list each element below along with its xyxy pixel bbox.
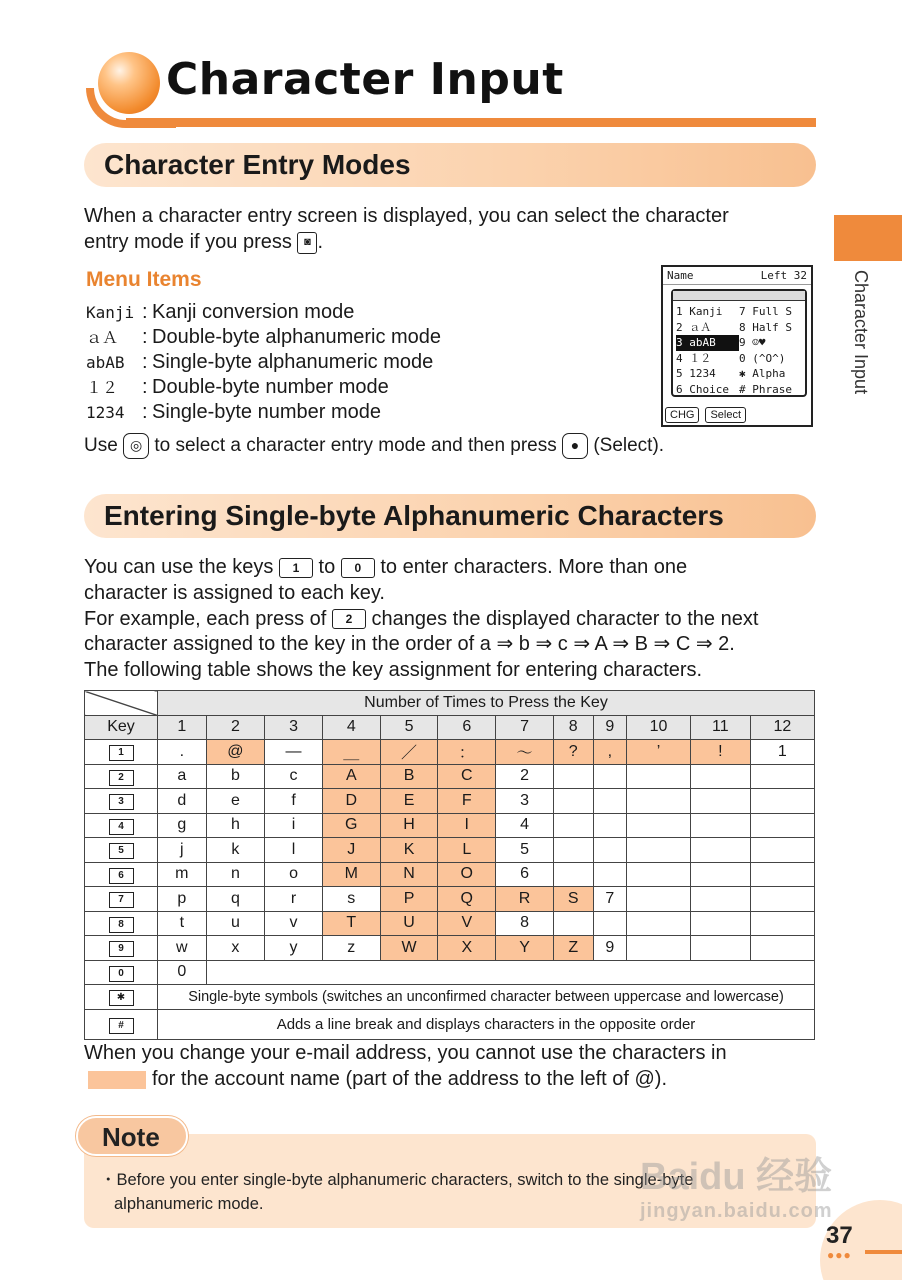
table-cell: J bbox=[322, 838, 380, 863]
select-softkey[interactable]: Select bbox=[705, 407, 746, 423]
table-cell bbox=[553, 764, 593, 789]
table-cell: M bbox=[322, 862, 380, 887]
mode-option[interactable]: ✱ Alpha bbox=[739, 367, 786, 380]
p1-line-2: character is assigned to each key. bbox=[84, 581, 385, 604]
table-cell bbox=[690, 789, 750, 814]
table-cell: — bbox=[265, 740, 323, 765]
screen-title: Name bbox=[667, 269, 694, 282]
popup-top-bar bbox=[673, 291, 805, 301]
table-cell: o bbox=[265, 862, 323, 887]
mode-option[interactable]: 1 Kanji bbox=[676, 305, 723, 318]
table-cell bbox=[593, 838, 627, 863]
key-4-icon: 4 bbox=[109, 819, 134, 835]
table-cell bbox=[627, 887, 691, 912]
table-cell: ! bbox=[690, 740, 750, 765]
table-cell: 6 bbox=[496, 862, 554, 887]
camera-key-icon: ◙ bbox=[297, 232, 317, 254]
mode-desc: Single-byte number mode bbox=[152, 401, 382, 423]
mode-menu-popup bbox=[671, 289, 807, 397]
screen-count: 32 bbox=[793, 269, 807, 282]
note-badge bbox=[76, 1116, 188, 1156]
key-column-header: Key bbox=[85, 715, 158, 740]
table-cell bbox=[593, 789, 627, 814]
count-header: 8 bbox=[553, 715, 593, 740]
table-cell bbox=[553, 789, 593, 814]
table-cell: a bbox=[158, 764, 207, 789]
table-cell bbox=[627, 838, 691, 863]
table-cell: E bbox=[380, 789, 438, 814]
table-cell: 0 bbox=[158, 960, 207, 985]
p2-text-a: For example, each press of bbox=[84, 607, 327, 630]
table-row bbox=[85, 985, 815, 1010]
p1-text-b: to bbox=[318, 556, 336, 578]
mode-option[interactable]: 6 Choice bbox=[676, 382, 729, 396]
table-cell bbox=[627, 764, 691, 789]
row-key-cell bbox=[85, 740, 158, 765]
table-cell bbox=[750, 887, 814, 912]
table-cell: x bbox=[206, 936, 265, 961]
table-cell: Z bbox=[553, 936, 593, 961]
table-cell bbox=[750, 764, 814, 789]
key-0-icon: 0 bbox=[341, 558, 375, 578]
section-title: Entering Single-byte Alphanumeric Characters bbox=[104, 500, 724, 531]
table-cell: @ bbox=[206, 740, 265, 765]
section-title: Character Entry Modes bbox=[104, 149, 411, 180]
side-tab bbox=[834, 215, 902, 261]
mode-desc: Double-byte number mode bbox=[152, 376, 389, 398]
table-cell bbox=[627, 813, 691, 838]
key-9-icon: 9 bbox=[109, 941, 134, 957]
table-cell: ： bbox=[438, 740, 496, 765]
count-header: 12 bbox=[750, 715, 814, 740]
mode-options-grid bbox=[673, 301, 805, 400]
row-key-cell bbox=[85, 1009, 158, 1039]
note-badge-label: Note bbox=[102, 1122, 160, 1152]
table-cell bbox=[750, 911, 814, 936]
intro-paragraph bbox=[84, 203, 729, 255]
table-cell: h bbox=[206, 813, 265, 838]
p2-line-2: character assigned to the key in the order of a ⇒ b ⇒ c ⇒ A ⇒ B ⇒ C ⇒ 2. bbox=[84, 633, 735, 656]
table-cell bbox=[690, 813, 750, 838]
row-key-cell bbox=[85, 936, 158, 961]
use-instruction bbox=[84, 433, 664, 459]
table-cell: f bbox=[265, 789, 323, 814]
intro-text: entry mode if you press bbox=[84, 231, 292, 253]
orange-ball-icon bbox=[98, 52, 160, 114]
table-cell bbox=[690, 862, 750, 887]
table-cell bbox=[627, 911, 691, 936]
table-cell bbox=[593, 862, 627, 887]
table-cell: A bbox=[322, 764, 380, 789]
table-cell: ’ bbox=[627, 740, 691, 765]
mode-option-selected[interactable]: 3 abAB bbox=[676, 335, 739, 351]
table-cell bbox=[627, 936, 691, 961]
table-cell: B bbox=[380, 764, 438, 789]
count-header: 9 bbox=[593, 715, 627, 740]
p2-text-b: changes the displayed character to the next bbox=[371, 607, 759, 630]
count-header: 11 bbox=[690, 715, 750, 740]
mode-option[interactable]: 0 (^O^) bbox=[739, 351, 786, 365]
count-header: 3 bbox=[265, 715, 323, 740]
key-1-icon: 1 bbox=[279, 558, 313, 578]
mode-option[interactable]: 2 ａＡ bbox=[676, 320, 712, 334]
count-header: 4 bbox=[322, 715, 380, 740]
mode-code: abAB bbox=[86, 353, 125, 372]
table-cell: 7 bbox=[593, 887, 627, 912]
table-cell: v bbox=[265, 911, 323, 936]
table-cell bbox=[690, 936, 750, 961]
table-cell bbox=[750, 936, 814, 961]
p2-line bbox=[84, 607, 758, 633]
mode-option[interactable]: 7 Full S bbox=[739, 305, 792, 318]
count-header: 5 bbox=[380, 715, 438, 740]
count-header: 6 bbox=[438, 715, 496, 740]
key-assignment-table bbox=[84, 690, 815, 1040]
table-cell bbox=[750, 862, 814, 887]
key-6-icon: 6 bbox=[109, 868, 134, 884]
p1-text-c: to enter characters. More than one bbox=[380, 556, 688, 578]
table-cell: d bbox=[158, 789, 207, 814]
row-key-cell bbox=[85, 960, 158, 985]
table-cell: O bbox=[438, 862, 496, 887]
note-line-2: alphanumeric mode. bbox=[114, 1195, 264, 1213]
title-underline bbox=[126, 118, 816, 127]
row-key-cell bbox=[85, 911, 158, 936]
table-row bbox=[85, 1009, 815, 1039]
count-header: 10 bbox=[627, 715, 691, 740]
mode-desc: Single-byte alphanumeric mode bbox=[152, 351, 434, 373]
table-row bbox=[85, 813, 815, 838]
p1-text-a: You can use the keys bbox=[84, 556, 274, 578]
highlight-swatch bbox=[88, 1071, 146, 1089]
section-header-entry-modes bbox=[84, 143, 816, 187]
restriction-line-2 bbox=[84, 1066, 727, 1092]
mode-option[interactable]: 8 Half S bbox=[739, 320, 792, 334]
key-1-icon: 1 bbox=[109, 745, 134, 761]
table-row bbox=[85, 740, 815, 765]
page-header bbox=[86, 40, 816, 130]
table-cell bbox=[750, 813, 814, 838]
list-item: Kanji : Kanji conversion mode bbox=[86, 301, 355, 323]
p3-line: The following table shows the key assignment for entering characters. bbox=[84, 659, 703, 682]
intro-line-1: When a character entry screen is displayed, you can select the character bbox=[84, 205, 729, 227]
key-2-icon: 2 bbox=[109, 770, 134, 786]
table-cell bbox=[553, 838, 593, 863]
mode-option[interactable]: 4 １２ bbox=[676, 351, 712, 365]
screen-left-label: Left bbox=[760, 269, 788, 282]
table-cell: C bbox=[438, 764, 496, 789]
row-key-cell bbox=[85, 838, 158, 863]
restriction-text: for the account name (part of the address to the left of @). bbox=[152, 1068, 668, 1090]
table-cell: 3 bbox=[496, 789, 554, 814]
table-cell: y bbox=[265, 936, 323, 961]
screen-title-bar bbox=[663, 267, 811, 285]
table-cell bbox=[593, 911, 627, 936]
table-cell: e bbox=[206, 789, 265, 814]
table-cell: K bbox=[380, 838, 438, 863]
table-cell: 1 bbox=[750, 740, 814, 765]
table-cell: p bbox=[158, 887, 207, 912]
table-cell: l bbox=[265, 838, 323, 863]
table-cell: t bbox=[158, 911, 207, 936]
use-text-b: to select a character entry mode and then press bbox=[154, 435, 557, 457]
key-7-icon: 7 bbox=[109, 892, 134, 908]
table-cell: 4 bbox=[496, 813, 554, 838]
page-title: Character Input bbox=[166, 54, 564, 105]
table-cell: ? bbox=[553, 740, 593, 765]
key-2-icon: 2 bbox=[332, 609, 366, 629]
mode-code: ａＡ bbox=[86, 328, 119, 347]
table-cell: z bbox=[322, 936, 380, 961]
multi-key-icon: ◎ bbox=[123, 433, 149, 459]
table-cell: T bbox=[322, 911, 380, 936]
restriction-paragraph bbox=[84, 1040, 727, 1092]
table-cell: q bbox=[206, 887, 265, 912]
table-cell: ／ bbox=[380, 740, 438, 765]
menu-items-heading: Menu Items bbox=[86, 268, 202, 291]
mode-desc: Kanji conversion mode bbox=[152, 301, 355, 323]
key-8-icon: 8 bbox=[109, 917, 134, 933]
table-group-header: Number of Times to Press the Key bbox=[158, 691, 815, 716]
watermark-line-1: Baidu 经验 bbox=[640, 1156, 833, 1198]
table-cell: g bbox=[158, 813, 207, 838]
mode-desc: Double-byte alphanumeric mode bbox=[152, 326, 442, 348]
table-cell bbox=[553, 862, 593, 887]
table-cell bbox=[690, 838, 750, 863]
table-cell: b bbox=[206, 764, 265, 789]
menu-items-list bbox=[86, 300, 441, 425]
intro-line-2 bbox=[84, 229, 729, 255]
table-row bbox=[85, 911, 815, 936]
count-header: 7 bbox=[496, 715, 554, 740]
table-cell bbox=[627, 789, 691, 814]
table-cell: D bbox=[322, 789, 380, 814]
table-cell: N bbox=[380, 862, 438, 887]
table-cell: X bbox=[438, 936, 496, 961]
mode-code: １２ bbox=[86, 378, 119, 397]
table-cell: u bbox=[206, 911, 265, 936]
table-cell: P bbox=[380, 887, 438, 912]
table-cell: c bbox=[265, 764, 323, 789]
table-cell: 9 bbox=[593, 936, 627, 961]
key-3-icon: 3 bbox=[109, 794, 134, 810]
section2-paragraph bbox=[84, 555, 758, 684]
row-key-cell bbox=[85, 813, 158, 838]
chg-softkey[interactable]: CHG bbox=[665, 407, 699, 423]
table-cell: i bbox=[265, 813, 323, 838]
table-row bbox=[85, 789, 815, 814]
table-cell: L bbox=[438, 838, 496, 863]
table-cell: V bbox=[438, 911, 496, 936]
row-key-cell bbox=[85, 764, 158, 789]
mode-option[interactable]: 5 1234 bbox=[676, 367, 716, 380]
row-key-cell bbox=[85, 887, 158, 912]
table-cell-empty bbox=[206, 960, 814, 985]
page-number: 37 bbox=[826, 1222, 853, 1249]
watermark-line-2: jingyan.baidu.com bbox=[640, 1200, 833, 1222]
list-item: １２ : Double-byte number mode bbox=[86, 376, 389, 398]
mode-option[interactable]: # Phrase bbox=[739, 382, 792, 396]
row-key-cell bbox=[85, 789, 158, 814]
row-key-cell bbox=[85, 862, 158, 887]
page-dots: ●●● bbox=[827, 1248, 852, 1262]
table-cell: 8 bbox=[496, 911, 554, 936]
side-tab-label: Character Input bbox=[851, 270, 871, 395]
row-key-cell bbox=[85, 985, 158, 1010]
count-header: 1 bbox=[158, 715, 207, 740]
watermark bbox=[640, 1145, 833, 1223]
list-item: ａＡ : Double-byte alphanumeric mode bbox=[86, 326, 442, 348]
key-5-icon: 5 bbox=[109, 843, 134, 859]
table-row bbox=[85, 936, 815, 961]
note-line-1: ・Before you enter single-byte alphanumeric characters, switch to the single-byte bbox=[100, 1171, 694, 1189]
page-number-line bbox=[865, 1250, 902, 1254]
table-cell: I bbox=[438, 813, 496, 838]
table-cell: r bbox=[265, 887, 323, 912]
table-cell: w bbox=[158, 936, 207, 961]
table-row bbox=[85, 887, 815, 912]
table-cell: Single-byte symbols (switches an unconfirmed character between uppercase and lowercase) bbox=[158, 985, 815, 1010]
table-cell bbox=[553, 911, 593, 936]
table-cell bbox=[627, 862, 691, 887]
table-cell bbox=[593, 764, 627, 789]
table-cell: 2 bbox=[496, 764, 554, 789]
table-cell: Q bbox=[438, 887, 496, 912]
list-item: 1234 : Single-byte number mode bbox=[86, 401, 382, 423]
key-0-icon: 0 bbox=[109, 966, 134, 982]
table-cell: , bbox=[593, 740, 627, 765]
table-cell: 5 bbox=[496, 838, 554, 863]
table-cell: Adds a line break and displays characters in the opposite order bbox=[158, 1009, 815, 1039]
p1-line bbox=[84, 555, 758, 581]
table-cell: Y bbox=[496, 936, 554, 961]
select-key-icon: ● bbox=[562, 433, 588, 459]
star-key-icon: ✱ bbox=[109, 990, 134, 1006]
table-cell bbox=[593, 813, 627, 838]
table-cell: ＿ bbox=[322, 740, 380, 765]
hash-key-icon: # bbox=[109, 1018, 134, 1034]
table-cell: . bbox=[158, 740, 207, 765]
mode-code: Kanji bbox=[86, 303, 135, 322]
table-cell bbox=[750, 789, 814, 814]
table-cell: H bbox=[380, 813, 438, 838]
count-header: 2 bbox=[206, 715, 265, 740]
mode-option[interactable]: 9 ☺♥ bbox=[739, 336, 766, 349]
table-cell bbox=[750, 838, 814, 863]
table-cell: s bbox=[322, 887, 380, 912]
table-cell: G bbox=[322, 813, 380, 838]
mode-code: 1234 bbox=[86, 403, 125, 422]
table-cell bbox=[553, 813, 593, 838]
table-cell: n bbox=[206, 862, 265, 887]
intro-period: . bbox=[317, 231, 323, 253]
table-row bbox=[85, 960, 815, 985]
use-text-c: (Select). bbox=[593, 435, 665, 457]
use-text-a: Use bbox=[84, 435, 118, 457]
section-header-single-byte bbox=[84, 494, 816, 538]
table-cell: j bbox=[158, 838, 207, 863]
phone-screen-illustration bbox=[661, 265, 813, 427]
table-cell: W bbox=[380, 936, 438, 961]
table-cell: F bbox=[438, 789, 496, 814]
list-item: abAB : Single-byte alphanumeric mode bbox=[86, 351, 434, 373]
table-cell: R bbox=[496, 887, 554, 912]
table-cell bbox=[690, 764, 750, 789]
table-cell: ～ bbox=[496, 740, 554, 765]
restriction-line-1: When you change your e-mail address, you cannot use the characters in bbox=[84, 1042, 727, 1064]
table-cell: U bbox=[380, 911, 438, 936]
table-cell bbox=[690, 911, 750, 936]
table-cell: S bbox=[553, 887, 593, 912]
table-row bbox=[85, 862, 815, 887]
table-row bbox=[85, 838, 815, 863]
table-cell: m bbox=[158, 862, 207, 887]
screen-softkeys bbox=[665, 407, 746, 423]
table-corner bbox=[85, 691, 158, 716]
table-row bbox=[85, 764, 815, 789]
table-cell bbox=[690, 887, 750, 912]
table-cell: k bbox=[206, 838, 265, 863]
